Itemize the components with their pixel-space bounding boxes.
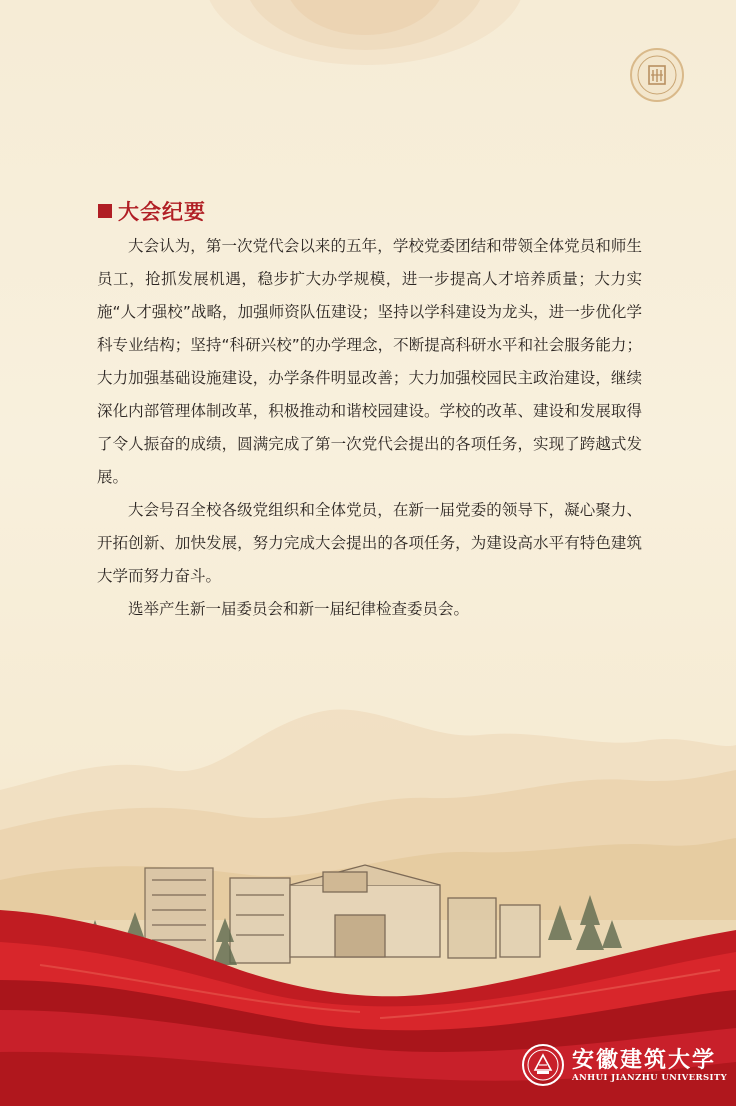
university-name-cn: 安徽建筑大学 [572,1047,717,1073]
summary-body [97,230,642,626]
party-emblem-star-icon [200,0,530,70]
section-heading [98,196,206,226]
fu-seal-icon [630,48,684,102]
section-title: 大会纪要 [118,200,206,224]
square-bullet-icon [98,204,112,218]
paragraph-summary: 大会认为，第一次党代会以来的五年，学校党委团结和带领全体党员和师生员工，抢抓发展机遇，稳步扩大办学规模，进一步提高人才培养质量；大力实施“人才强校”战略，加强师资队伍建设；坚持以学科建设为龙头，进一步优化学科专业结构；坚持“科研兴校”的办学理念，不断提高科研水平和社会服务能力；大力加强基础设施建设，办学条件明显改善；大力加强校园民主政治建设，继续深化内部管理体制改革，积极推动和谐校园建设。学校的改革、建设和发展取得了令人振奋的成绩，圆满完成了第一次党代会提出的各项任务，实现了跨越式发展。 [97,237,642,486]
university-name-en: ANHUI JIANZHU UNIVERSITY [572,1073,728,1083]
university-logo [522,1040,727,1090]
paragraph-call-to-action: 大会号召全校各级党组织和全体党员，在新一届党委的领导下，凝心聚力、开拓创新、加快发展，努力完成大会提出的各项任务，为建设高水平有特色建筑大学而努力奋斗。 [97,501,642,585]
paragraph-election: 选举产生新一届委员会和新一届纪律检查委员会。 [128,600,470,618]
university-emblem-icon [522,1044,564,1086]
